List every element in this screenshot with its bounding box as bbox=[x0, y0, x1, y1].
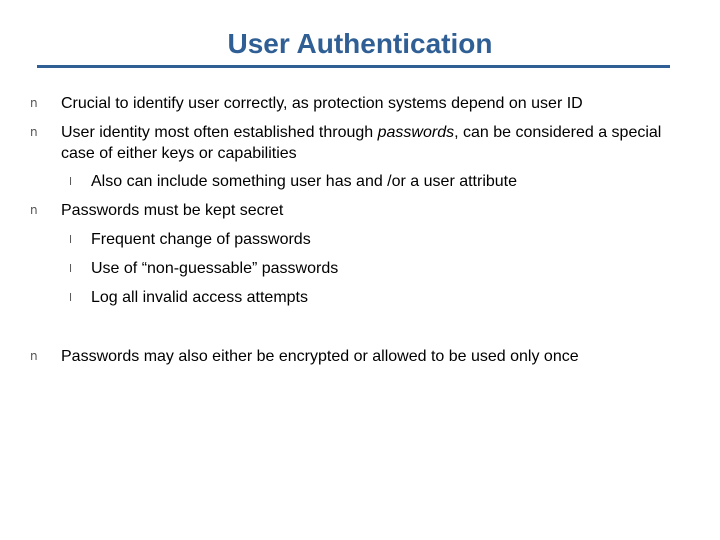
bullet-item bbox=[30, 93, 685, 114]
bullet-text: Passwords may also either be encrypted or allowed to be used only once bbox=[61, 348, 579, 365]
slide-title: User Authentication bbox=[227, 28, 493, 59]
sub-bullet-item bbox=[69, 258, 685, 279]
bullet-text: Passwords must be kept secret bbox=[61, 202, 284, 219]
sub-bullet-item bbox=[69, 171, 685, 192]
sub-bullet-marker-icon: l bbox=[69, 291, 73, 304]
sub-bullet-text: Log all invalid access attempts bbox=[91, 289, 308, 306]
bullet-text: Crucial to identify user correctly, as protection systems depend on user ID bbox=[61, 95, 583, 112]
sub-bullet-item bbox=[69, 287, 685, 308]
bullet-text-part: User identity most often established through bbox=[61, 124, 378, 141]
sub-bullet-marker-icon: l bbox=[69, 262, 73, 275]
bullet-marker-icon: n bbox=[30, 203, 38, 217]
sub-bullet-text: Frequent change of passwords bbox=[91, 231, 311, 248]
bullet-item bbox=[30, 346, 685, 367]
bullet-item bbox=[30, 200, 685, 221]
sub-bullet-text: Also can include something user has and /or a user attribute bbox=[91, 173, 518, 190]
bullet-item bbox=[30, 122, 685, 164]
bullet-marker-icon: n bbox=[30, 349, 38, 363]
bullet-text bbox=[61, 122, 685, 164]
bullet-marker-icon: n bbox=[30, 96, 38, 110]
sub-bullet-text: Use of “non-guessable” passwords bbox=[91, 260, 339, 277]
sub-bullet-marker-icon: l bbox=[69, 175, 73, 188]
sub-bullet-item bbox=[69, 229, 685, 250]
bullet-emphasis: passwords bbox=[377, 124, 455, 141]
bullet-text-part: , can be considered a special case of either keys or capabilities bbox=[61, 124, 662, 162]
bullet-marker-icon: n bbox=[30, 125, 38, 139]
sub-bullet-marker-icon: l bbox=[69, 233, 73, 246]
